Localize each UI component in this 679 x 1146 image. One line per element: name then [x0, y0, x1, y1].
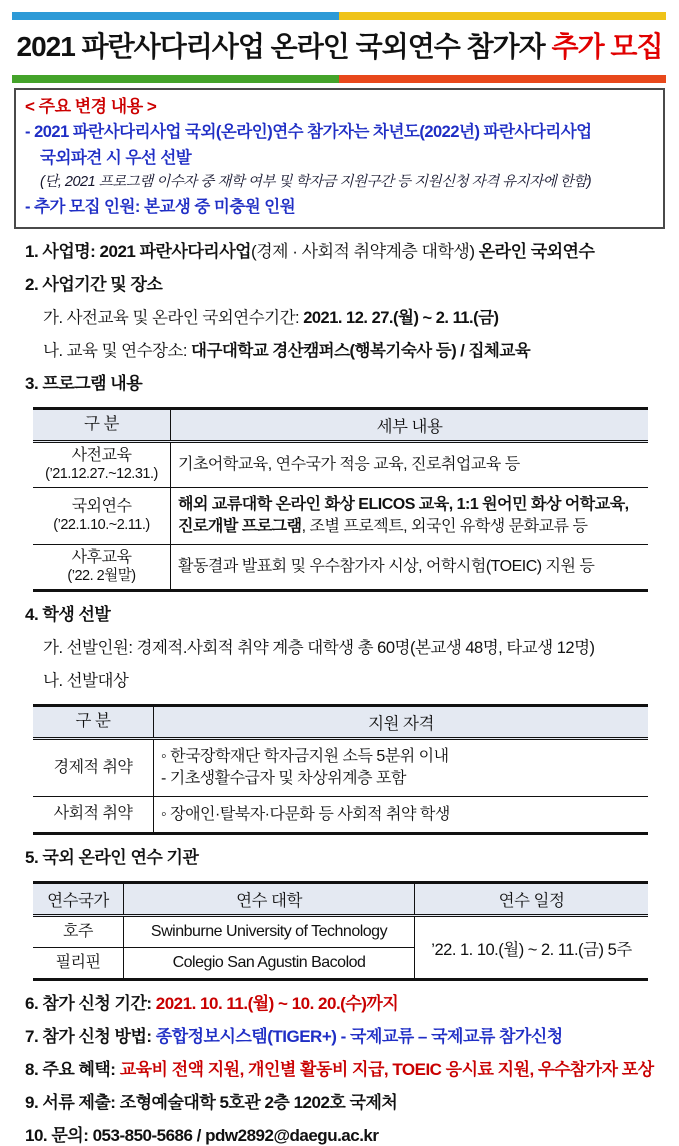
t1-row1-detail-text: 기초어학교육, 연수국가 적응 교육, 진로취업교육 등 [178, 456, 520, 474]
section-10-phone-email: 053-850-5686 / pdw2892@daegu.ac.kr [92, 1126, 379, 1145]
table-row [33, 797, 648, 834]
t2-row2-detail [154, 797, 649, 834]
table-row [33, 739, 648, 797]
section-1-label: 1. 사업명: 2021 파란사다리사업 [25, 242, 252, 261]
section-6-label: 6. 참가 신청 기간: [25, 994, 156, 1013]
section-2-heading: 2. 사업기간 및 장소 [25, 275, 163, 294]
section-2a-period [43, 308, 654, 328]
section-4a-selection-count: 가. 선발인원: 경제적.사회적 취약 계층 대학생 총 60명(본교생 48명, 타교생 12명) [43, 639, 595, 657]
t3-row2-university: Colegio San Agustin Bacolod [124, 948, 415, 980]
section-10-label: 10. 문의: [25, 1126, 93, 1145]
section-2b-location [43, 341, 654, 361]
t3-row1-university: Swinburne University of Technology [124, 916, 415, 948]
notice-heading: < 주요 변경 내용 > [25, 97, 157, 116]
section-4b-selection-target: 나. 선발대상 [43, 672, 129, 690]
t2-row2-category: 사회적 취약 [33, 797, 154, 834]
t1-row1-category [33, 442, 171, 488]
page-title-text: 2021 파란사다리사업 온라인 국외연수 참가자 [16, 31, 552, 62]
section-7-application-method [25, 1027, 654, 1047]
table-row [33, 488, 648, 545]
document-page [0, 12, 679, 1145]
t2-header-category: 구 분 [33, 706, 154, 739]
notice-item-2: - 추가 모집 인원: 본교생 중 미충원 인원 [25, 198, 296, 216]
section-9-address: 조형예술대학 5호관 2층 1202호 국제처 [119, 1093, 398, 1112]
t2-header-qualification: 지원 자격 [154, 706, 649, 739]
t2-row2-line1: ◦ 장애인·탈북자·다문화 등 사회적 취약 학생 [161, 805, 450, 823]
table-row [33, 916, 648, 948]
section-4-heading: 4. 학생 선발 [25, 605, 111, 624]
t1-row2-detail-bold: 해외 교류대학 온라인 화상 ELICOS 교육, 1:1 원어민 화상 어학교육, 진로개발 프로그램 [178, 496, 629, 535]
t1-row1-cat-date: (’21.12.27.~12.31.) [45, 465, 158, 482]
t2-row1-detail [154, 739, 649, 797]
notice-item-1-continued: 국외파견 시 우선 선발 [40, 149, 192, 167]
t3-row2-country: 필리핀 [33, 948, 124, 980]
section-7-method: 종합정보시스템(TIGER+) - 국제교류 – 국제교류 참가신청 [155, 1027, 563, 1046]
t1-row2-cat-date: (’22.1.10.~2.11.) [53, 516, 150, 533]
section-9-document-submission [25, 1093, 654, 1113]
section-2b-place: 대구대학교 경산캠퍼스(행복기숙사 등) / 집체교육 [191, 342, 531, 360]
t1-row3-detail [171, 545, 649, 591]
notice-item-1: - 2021 파란사다리사업 국외(온라인)연수 참가자는 차년도(2022년) 파란사다리사업 [25, 123, 592, 141]
t1-row3-cat-date: (’22. 2월말) [67, 567, 136, 584]
table-header-row [33, 883, 648, 916]
notice-item-1-note: (단, 2021 프로그램 이수자 중 재학 여부 및 학자금 지원구간 등 지원신청 자격 유지자에 한함) [40, 174, 592, 190]
t1-row2-cat-name: 국외연수 [71, 498, 132, 515]
table-row [33, 442, 648, 488]
t3-header-university: 연수 대학 [124, 883, 415, 916]
t1-row2-category [33, 488, 171, 545]
t3-header-schedule: 연수 일정 [415, 883, 649, 916]
document-body [25, 242, 654, 1146]
section-8-benefit-list: 교육비 전액 지원, 개인별 활동비 지급, TOEIC 응시료 지원, 우수참가자 포상 [119, 1060, 654, 1079]
section-8-label: 8. 주요 혜택: [25, 1060, 120, 1079]
t3-row1-country: 호주 [63, 922, 93, 940]
t3-schedule: ’22. 1. 10.(월) ~ 2. 11.(금) 5주 [415, 916, 649, 980]
t1-row1-cat-name: 사전교육 [71, 447, 132, 464]
table-header-row [33, 706, 648, 739]
page-title [0, 25, 679, 69]
t1-row1-detail [171, 442, 649, 488]
t1-row3-category [33, 545, 171, 591]
page-title-highlight: 추가 모집 [551, 31, 663, 62]
notice-box [14, 88, 665, 229]
section-2b-label: 나. 교육 및 연수장소: [43, 342, 192, 360]
eligibility-table [33, 704, 648, 835]
program-content-table [33, 407, 648, 592]
top-color-bar [12, 12, 666, 20]
section-1-type: 온라인 국외연수 [478, 242, 595, 261]
t1-row2-detail [171, 488, 649, 545]
t3-header-country: 연수국가 [33, 883, 124, 916]
t1-row2-detail-text: , 조별 프로젝트, 외국인 유학생 문화교류 등 [301, 518, 588, 535]
section-6-dates: 2021. 10. 11.(월) ~ 10. 20.(수)까지 [155, 994, 399, 1013]
section-10-contact [25, 1126, 654, 1146]
section-5-heading: 5. 국외 온라인 연수 기관 [25, 848, 199, 867]
section-8-benefits [25, 1060, 654, 1080]
t2-row1-line2: - 기초생활수급자 및 차상위계층 포함 [161, 770, 406, 787]
section-3-heading: 3. 프로그램 내용 [25, 374, 143, 393]
section-6-application-period [25, 994, 654, 1014]
section-7-label: 7. 참가 신청 방법: [25, 1027, 156, 1046]
table-header-row [33, 409, 648, 442]
table-row [33, 545, 648, 591]
t2-row1-line1: ◦ 한국장학재단 학자금지원 소득 5분위 이내 [161, 748, 449, 766]
title-underline-bar [12, 75, 666, 83]
training-institution-table [33, 881, 648, 981]
t1-row3-detail-text: 활동결과 발표회 및 우수참가자 시상, 어학시험(TOEIC) 지원 등 [178, 558, 595, 576]
section-2a-dates: 2021. 12. 27.(월) ~ 2. 11.(금) [303, 309, 499, 327]
t1-header-category: 구 분 [33, 409, 171, 442]
t1-row3-cat-name: 사후교육 [71, 549, 132, 566]
section-9-label: 9. 서류 제출: [25, 1093, 120, 1112]
section-2a-label: 가. 사전교육 및 온라인 국외연수기간: [43, 309, 304, 327]
section-1-program-name [25, 242, 654, 262]
t2-row1-category: 경제적 취약 [53, 758, 133, 776]
section-1-subtitle: (경제 · 사회적 취약계층 대학생) [251, 242, 479, 261]
t1-header-detail: 세부 내용 [171, 409, 649, 442]
